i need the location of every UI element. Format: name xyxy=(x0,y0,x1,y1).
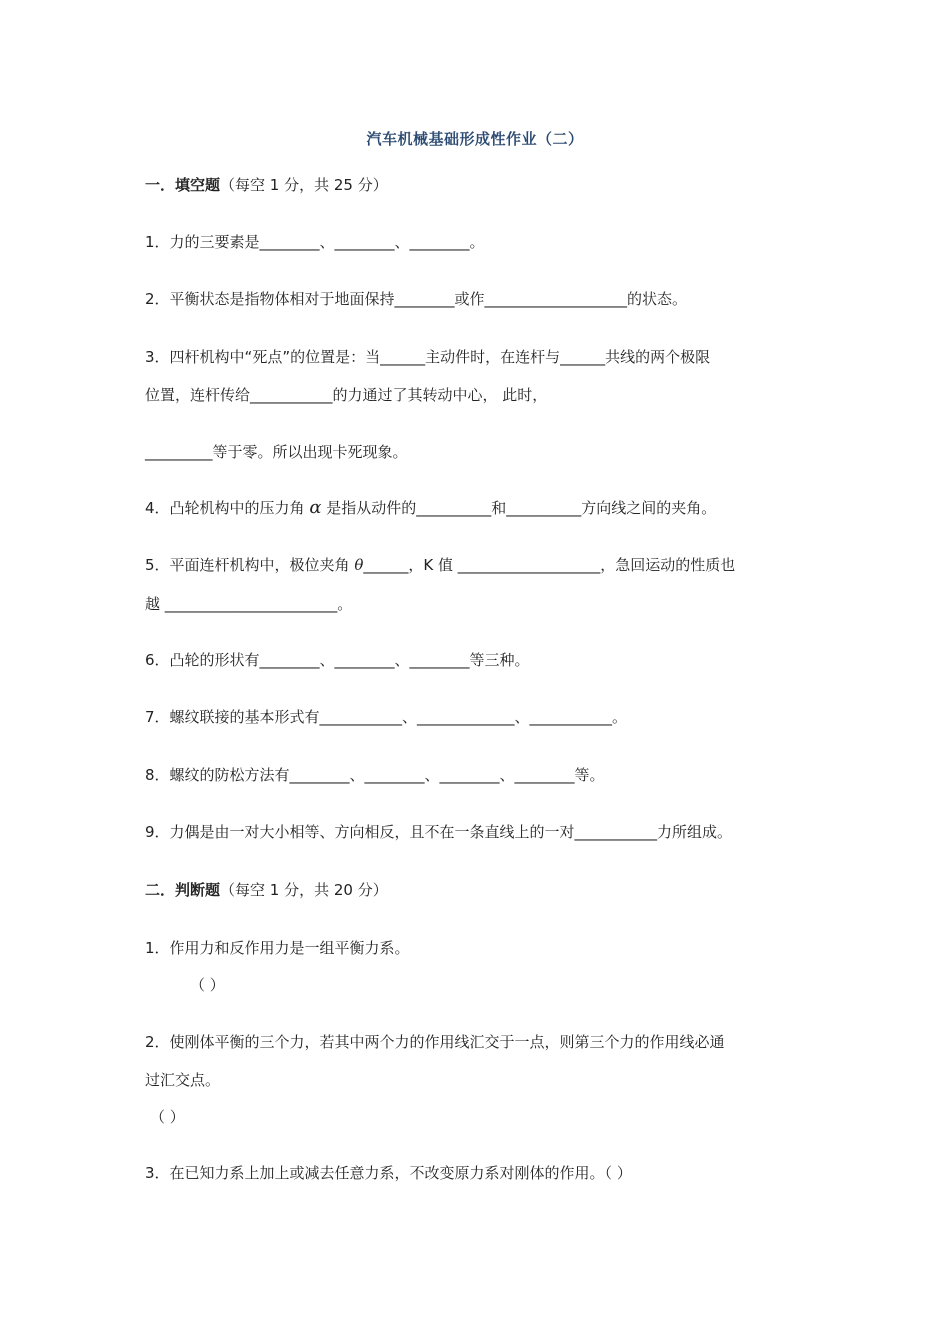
fill-question-9: 9．力偶是由一对大小相等、方向相反，且不在一条直线上的一对___________力所组成。 xyxy=(145,823,733,841)
judge-question-1: 1．作用力和反作用力是一组平衡力系。 xyxy=(145,939,410,957)
document-title: 汽车机械基础形成性作业（二） xyxy=(366,130,584,148)
fill-question-5-line-2: 越 _______________________。 xyxy=(145,595,353,613)
judge-question-1-answer: （ ） xyxy=(190,976,225,994)
theta-symbol: θ xyxy=(354,556,364,574)
fill-question-2: 2．平衡状态是指物体相对于地面保持________或作___________________的状态。 xyxy=(145,290,688,308)
judge-question-2-line-1: 2．使刚体平衡的三个力，若其中两个力的作用线汇交于一点，则第三个力的作用线必通 xyxy=(145,1033,725,1051)
section-2-heading xyxy=(145,880,388,900)
fill-question-1: 1．力的三要素是________、________、________。 xyxy=(145,233,485,251)
fill-question-5-post: ______，K 值 ___________________，急回运动的性质也 xyxy=(363,556,736,574)
fill-question-3-line-3: _________等于零。所以出现卡死现象。 xyxy=(145,443,408,461)
section-1-heading xyxy=(145,175,388,195)
fill-question-6: 6．凸轮的形状有________、________、________等三种。 xyxy=(145,651,530,669)
fill-question-5-pre: 5．平面连杆机构中，极位夹角 xyxy=(145,556,355,574)
fill-question-3-line-2: 位置，连杆传给___________的力通过了其转动中心， 此时， xyxy=(145,386,548,404)
fill-question-5 xyxy=(145,555,735,575)
fill-question-4 xyxy=(145,498,716,518)
fill-question-7: 7．螺纹联接的基本形式有___________、_____________、___________。 xyxy=(145,708,628,726)
section-2-label: 二．判断题 xyxy=(145,881,221,899)
alpha-symbol: α xyxy=(309,497,322,518)
section-1-label: 一．填空题 xyxy=(145,176,221,194)
judge-question-3: 3．在已知力系上加上或减去任意力系，不改变原力系对刚体的作用。（ ） xyxy=(145,1164,632,1182)
section-1-note: （每空 1 分，共 25 分） xyxy=(220,176,388,194)
section-2-note: （每空 1 分，共 20 分） xyxy=(220,881,388,899)
judge-question-2-line-2: 过汇交点。 xyxy=(145,1071,221,1089)
fill-question-4-pre: 4．凸轮机构中的压力角 xyxy=(145,499,310,517)
fill-question-3-line-1: 3．四杆机构中“死点”的位置是：当______主动件时，在连杆与______共线的两个极限 xyxy=(145,348,711,366)
fill-question-8: 8．螺纹的防松方法有________、________、________、________等。 xyxy=(145,766,605,784)
judge-question-2-answer: （ ） xyxy=(150,1108,185,1126)
fill-question-4-post: 是指从动件的__________和__________方向线之间的夹角。 xyxy=(321,499,717,517)
